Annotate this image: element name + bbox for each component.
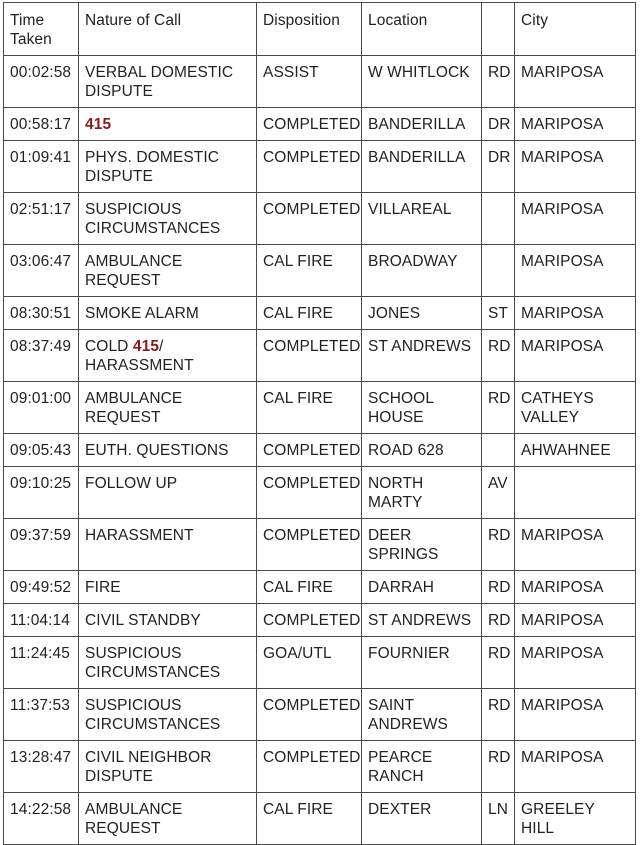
cell-disposition: COMPLETED xyxy=(257,141,362,193)
cell-street-suffix: RD xyxy=(482,604,515,637)
cell-nature-of-call xyxy=(79,689,257,741)
cell-nature-of-call xyxy=(79,108,257,141)
cell-street-suffix: ST xyxy=(482,297,515,330)
cell-time-taken: 08:30:51 xyxy=(4,297,79,330)
cell-city: MARIPOSA xyxy=(515,56,636,108)
cell-disposition: CAL FIRE xyxy=(257,793,362,845)
cell-location: BANDERILLA xyxy=(362,141,482,193)
cell-location: SCHOOL HOUSE xyxy=(362,382,482,434)
cell-street-suffix: DR xyxy=(482,141,515,193)
cell-location: ST ANDREWS xyxy=(362,604,482,637)
cell-nature-of-call xyxy=(79,467,257,519)
cell-nature-of-call xyxy=(79,637,257,689)
cell-time-taken: 11:24:45 xyxy=(4,637,79,689)
cell-nature-of-call xyxy=(79,434,257,467)
cell-street-suffix: RD xyxy=(482,330,515,382)
table-row xyxy=(4,793,636,845)
cell-nature-of-call xyxy=(79,604,257,637)
table-body xyxy=(4,56,636,845)
call-text: SUSPICIOUS CIRCUMSTANCES xyxy=(85,697,221,733)
table-row xyxy=(4,141,636,193)
cell-city: MARIPOSA xyxy=(515,571,636,604)
cell-city: MARIPOSA xyxy=(515,330,636,382)
cell-nature-of-call xyxy=(79,245,257,297)
cell-time-taken: 13:28:47 xyxy=(4,741,79,793)
cell-street-suffix: RD xyxy=(482,741,515,793)
cell-city: MARIPOSA xyxy=(515,689,636,741)
cell-city: AHWAHNEE xyxy=(515,434,636,467)
cell-nature-of-call xyxy=(79,193,257,245)
cell-city xyxy=(515,467,636,519)
cell-city: MARIPOSA xyxy=(515,519,636,571)
call-text: AMBULANCE REQUEST xyxy=(85,390,183,426)
cell-time-taken: 01:09:41 xyxy=(4,141,79,193)
table-row xyxy=(4,297,636,330)
call-text: FOLLOW UP xyxy=(85,475,178,492)
header-time-taken: Time Taken xyxy=(4,3,79,56)
cell-city: MARIPOSA xyxy=(515,108,636,141)
cell-street-suffix: RD xyxy=(482,519,515,571)
call-text: SUSPICIOUS CIRCUMSTANCES xyxy=(85,201,221,237)
cell-nature-of-call xyxy=(79,141,257,193)
cell-disposition: COMPLETED xyxy=(257,741,362,793)
cell-time-taken: 00:58:17 xyxy=(4,108,79,141)
cell-disposition: COMPLETED xyxy=(257,434,362,467)
cell-time-taken: 09:10:25 xyxy=(4,467,79,519)
cell-city: MARIPOSA xyxy=(515,604,636,637)
header-street-suffix xyxy=(482,3,515,56)
header-city: City xyxy=(515,3,636,56)
table-row xyxy=(4,604,636,637)
table-row xyxy=(4,382,636,434)
cell-time-taken: 11:37:53 xyxy=(4,689,79,741)
table-header xyxy=(4,3,636,56)
table-row xyxy=(4,571,636,604)
cell-time-taken: 09:05:43 xyxy=(4,434,79,467)
table-row xyxy=(4,467,636,519)
cell-time-taken: 09:37:59 xyxy=(4,519,79,571)
call-text: SMOKE ALARM xyxy=(85,305,199,322)
cell-nature-of-call xyxy=(79,297,257,330)
table-row xyxy=(4,56,636,108)
cell-time-taken: 09:49:52 xyxy=(4,571,79,604)
call-text: / HARASSMENT xyxy=(85,338,194,374)
cell-time-taken: 11:04:14 xyxy=(4,604,79,637)
cell-city: MARIPOSA xyxy=(515,297,636,330)
cell-time-taken: 09:01:00 xyxy=(4,382,79,434)
cell-disposition: COMPLETED xyxy=(257,193,362,245)
cell-time-taken: 14:22:58 xyxy=(4,793,79,845)
cell-location: DEER SPRINGS xyxy=(362,519,482,571)
cell-location: ST ANDREWS xyxy=(362,330,482,382)
cell-disposition: COMPLETED xyxy=(257,108,362,141)
cell-location: JONES xyxy=(362,297,482,330)
cell-location: DARRAH xyxy=(362,571,482,604)
cell-street-suffix: RD xyxy=(482,382,515,434)
table-row xyxy=(4,193,636,245)
cell-street-suffix: RD xyxy=(482,689,515,741)
table-row xyxy=(4,519,636,571)
cell-disposition: COMPLETED xyxy=(257,519,362,571)
cell-disposition: GOA/UTL xyxy=(257,637,362,689)
cell-city: MARIPOSA xyxy=(515,141,636,193)
call-text: VERBAL DOMESTIC DISPUTE xyxy=(85,64,234,100)
call-log-table xyxy=(3,2,636,845)
cell-disposition: ASSIST xyxy=(257,56,362,108)
cell-time-taken: 08:37:49 xyxy=(4,330,79,382)
cell-nature-of-call xyxy=(79,330,257,382)
table-row xyxy=(4,434,636,467)
call-log-sheet xyxy=(3,2,636,845)
call-text: CIVIL STANDBY xyxy=(85,612,201,629)
table-row xyxy=(4,689,636,741)
cell-time-taken: 03:06:47 xyxy=(4,245,79,297)
cell-disposition: COMPLETED xyxy=(257,330,362,382)
cell-time-taken: 00:02:58 xyxy=(4,56,79,108)
call-text: HARASSMENT xyxy=(85,527,194,544)
cell-city: MARIPOSA xyxy=(515,741,636,793)
highlighted-code: 415 xyxy=(85,116,112,133)
table-row xyxy=(4,741,636,793)
cell-location: VILLAREAL xyxy=(362,193,482,245)
cell-street-suffix: DR xyxy=(482,108,515,141)
header-location: Location xyxy=(362,3,482,56)
cell-nature-of-call xyxy=(79,56,257,108)
cell-city: GREELEY HILL xyxy=(515,793,636,845)
cell-location: ROAD 628 xyxy=(362,434,482,467)
cell-city: MARIPOSA xyxy=(515,245,636,297)
header-nature-of-call: Nature of Call xyxy=(79,3,257,56)
cell-location: PEARCE RANCH xyxy=(362,741,482,793)
table-row xyxy=(4,108,636,141)
cell-street-suffix: RD xyxy=(482,637,515,689)
cell-nature-of-call xyxy=(79,519,257,571)
cell-city: MARIPOSA xyxy=(515,637,636,689)
header-disposition: Disposition xyxy=(257,3,362,56)
cell-location: SAINT ANDREWS xyxy=(362,689,482,741)
call-text: AMBULANCE REQUEST xyxy=(85,253,183,289)
cell-street-suffix: RD xyxy=(482,571,515,604)
cell-disposition: CAL FIRE xyxy=(257,245,362,297)
cell-nature-of-call xyxy=(79,571,257,604)
call-text: PHYS. DOMESTIC DISPUTE xyxy=(85,149,220,185)
call-text: SUSPICIOUS CIRCUMSTANCES xyxy=(85,645,221,681)
cell-street-suffix xyxy=(482,245,515,297)
call-text: CIVIL NEIGHBOR DISPUTE xyxy=(85,749,212,785)
cell-disposition: CAL FIRE xyxy=(257,382,362,434)
cell-disposition: COMPLETED xyxy=(257,467,362,519)
call-text: COLD xyxy=(85,338,133,355)
cell-location: NORTH MARTY xyxy=(362,467,482,519)
cell-location: DEXTER xyxy=(362,793,482,845)
cell-city: CATHEYS VALLEY xyxy=(515,382,636,434)
call-text: AMBULANCE REQUEST xyxy=(85,801,183,837)
cell-time-taken: 02:51:17 xyxy=(4,193,79,245)
cell-location: BROADWAY xyxy=(362,245,482,297)
cell-location: BANDERILLA xyxy=(362,108,482,141)
header-row xyxy=(4,3,636,56)
cell-city: MARIPOSA xyxy=(515,193,636,245)
cell-street-suffix: RD xyxy=(482,56,515,108)
cell-disposition: COMPLETED xyxy=(257,604,362,637)
call-text: EUTH. QUESTIONS xyxy=(85,442,229,459)
table-row xyxy=(4,330,636,382)
cell-nature-of-call xyxy=(79,793,257,845)
cell-street-suffix: LN xyxy=(482,793,515,845)
cell-street-suffix xyxy=(482,193,515,245)
table-row xyxy=(4,637,636,689)
cell-disposition: CAL FIRE xyxy=(257,571,362,604)
cell-nature-of-call xyxy=(79,382,257,434)
table-row xyxy=(4,245,636,297)
cell-street-suffix: AV xyxy=(482,467,515,519)
cell-street-suffix xyxy=(482,434,515,467)
cell-nature-of-call xyxy=(79,741,257,793)
cell-disposition: COMPLETED xyxy=(257,689,362,741)
cell-location: W WHITLOCK xyxy=(362,56,482,108)
cell-location: FOURNIER xyxy=(362,637,482,689)
call-text: FIRE xyxy=(85,579,121,596)
cell-disposition: CAL FIRE xyxy=(257,297,362,330)
highlighted-code: 415 xyxy=(132,338,160,355)
